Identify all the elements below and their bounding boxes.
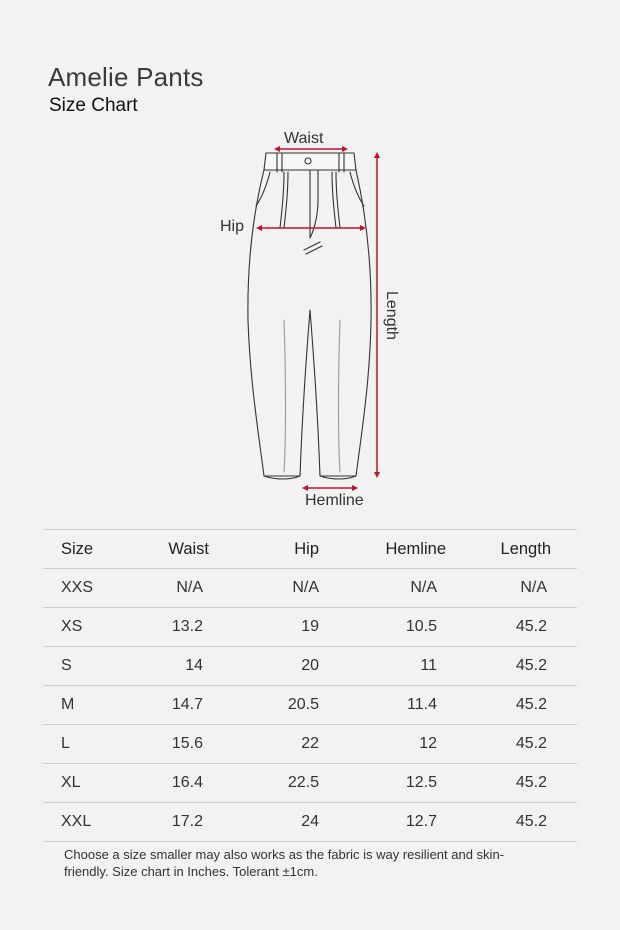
size-note: Choose a size smaller may also works as the fabric is way resilient and skin-friendly. Size chart in Inches. Tolerant ±1cm. bbox=[64, 847, 505, 879]
cell-hemline: 11.4 bbox=[407, 696, 437, 713]
table-row bbox=[43, 802, 577, 842]
table-header bbox=[43, 529, 577, 568]
cell-size: XL bbox=[61, 774, 81, 791]
cell-hip: 19 bbox=[301, 618, 319, 635]
cell-length: N/A bbox=[520, 579, 547, 596]
hip-label: Hip bbox=[220, 218, 245, 235]
crease-left bbox=[284, 320, 286, 472]
cell-hip: 22.5 bbox=[287, 774, 319, 791]
table-row bbox=[43, 568, 577, 607]
pocket-left bbox=[256, 172, 270, 206]
cell-hip: 24 bbox=[301, 813, 319, 830]
cell-size: XS bbox=[61, 618, 83, 635]
cell-hemline: 10.5 bbox=[405, 618, 437, 635]
page-title: Amelie Pants bbox=[48, 62, 204, 92]
hemline-label: Hemline bbox=[305, 492, 364, 509]
pleat-right bbox=[332, 172, 340, 228]
table-row bbox=[43, 607, 577, 646]
waistband bbox=[264, 153, 356, 170]
cell-length: 45.2 bbox=[515, 657, 547, 674]
cell-hip: N/A bbox=[292, 579, 319, 596]
header-hemline: Hemline bbox=[385, 539, 446, 558]
table-row bbox=[43, 646, 577, 685]
pleat-left bbox=[280, 172, 288, 228]
cell-hemline: 12 bbox=[419, 735, 437, 752]
cell-hip: 22 bbox=[301, 735, 319, 752]
cell-hip: 20 bbox=[301, 657, 319, 674]
cell-waist: 16.4 bbox=[171, 774, 203, 791]
cell-waist: 15.6 bbox=[171, 735, 203, 752]
cell-size: XXL bbox=[61, 813, 92, 830]
cell-size: L bbox=[61, 735, 70, 752]
cell-waist: N/A bbox=[176, 579, 203, 596]
header-waist: Waist bbox=[168, 539, 209, 558]
cell-length: 45.2 bbox=[515, 813, 547, 830]
cell-hemline: 12.7 bbox=[405, 813, 437, 830]
waist-label: Waist bbox=[284, 130, 324, 147]
cell-length: 45.2 bbox=[515, 774, 547, 791]
cell-waist: 14.7 bbox=[171, 696, 203, 713]
size-table bbox=[43, 529, 577, 842]
header-length: Length bbox=[500, 539, 551, 558]
cell-hemline: 12.5 bbox=[405, 774, 437, 791]
cell-size: XXS bbox=[61, 579, 94, 596]
header-hip: Hip bbox=[294, 539, 319, 558]
cell-length: 45.2 bbox=[515, 696, 547, 713]
cell-hip: 20.5 bbox=[287, 696, 319, 713]
table-row bbox=[43, 763, 577, 802]
cell-size: S bbox=[61, 657, 72, 674]
page-subtitle: Size Chart bbox=[49, 95, 138, 116]
cell-length: 45.2 bbox=[515, 735, 547, 752]
cell-waist: 17.2 bbox=[171, 813, 203, 830]
cell-waist: 13.2 bbox=[171, 618, 203, 635]
cell-length: 45.2 bbox=[515, 618, 547, 635]
crotch-detail bbox=[304, 242, 322, 254]
cell-size: M bbox=[61, 696, 75, 713]
table-row bbox=[43, 724, 577, 763]
pants-diagram bbox=[200, 120, 420, 520]
cell-waist: 14 bbox=[185, 657, 203, 674]
header-size: Size bbox=[61, 539, 94, 558]
cell-hemline: N/A bbox=[410, 579, 437, 596]
length-label: Length bbox=[383, 291, 400, 340]
cell-hemline: 11 bbox=[420, 657, 437, 674]
table-row bbox=[43, 685, 577, 724]
crease-right bbox=[339, 320, 341, 472]
